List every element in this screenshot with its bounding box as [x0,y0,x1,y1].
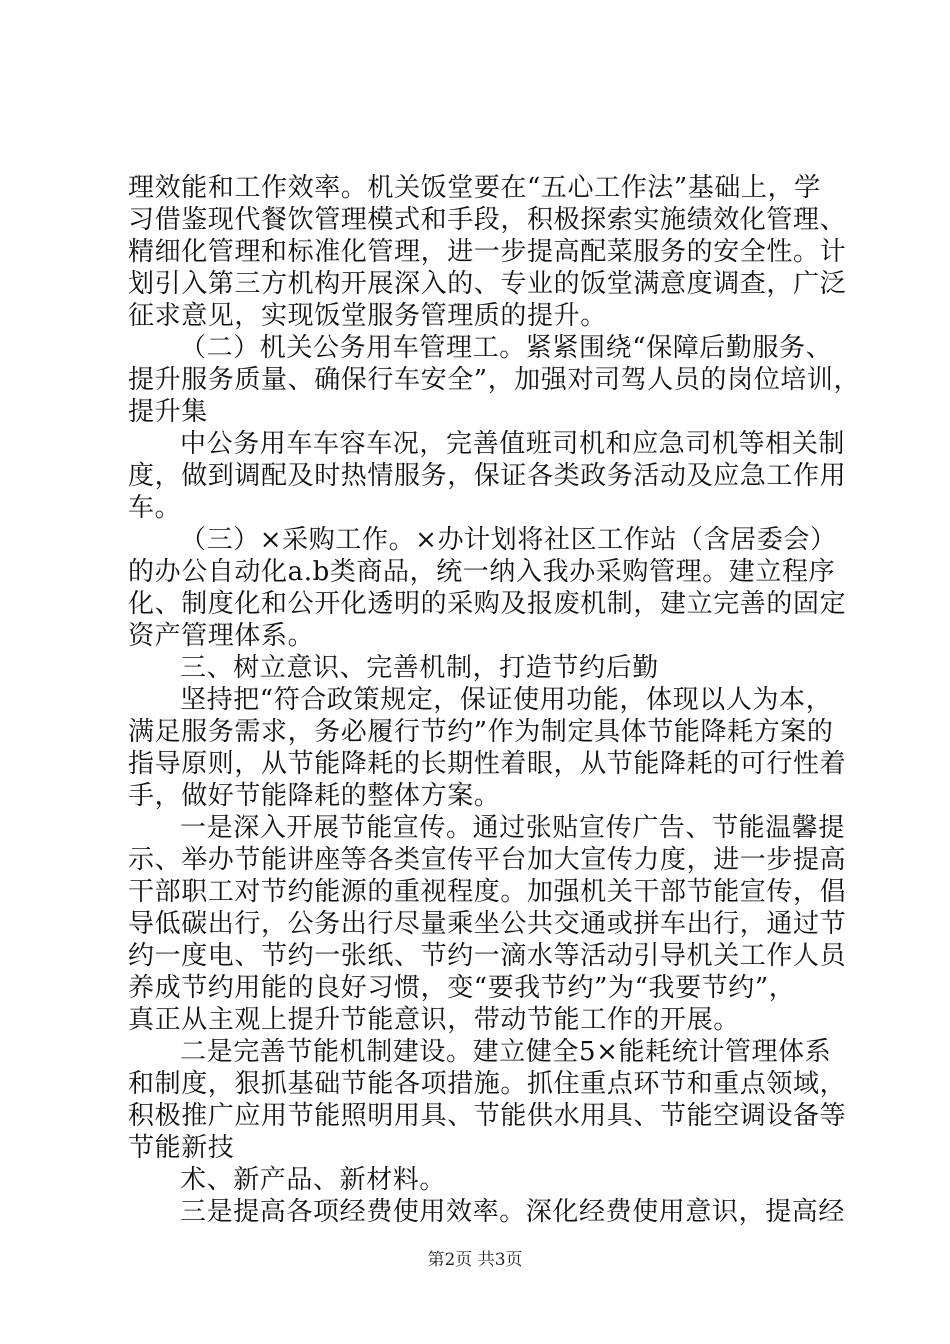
text-line: 约一度电、节约一张纸、节约一滴水等活动引导机关工作人员 [128,941,847,971]
text-line: 度，做到调配及时热情服务，保证各类政务活动及应急工作用 [128,461,847,491]
text-line: 提升服务质量、确保行车安全”，加强对司驾人员的岗位培训， [128,365,861,395]
text-line: 养成节约用能的良好习惯，变“要我节约”为“我要节约”， [128,973,796,1003]
text-line: 和制度，狠抓基础节能各项措施。抓住重点环节和重点领域， [128,1069,847,1099]
text-line: 术、新产品、新材料。 [180,1165,447,1195]
text-line: 干部职工对节约能源的重视程度。加强机关干部节能宣传，倡 [128,877,847,907]
text-line: 手，做好节能降耗的整体方案。 [128,781,501,811]
document-body [128,172,861,1228]
text-line: 导低碳出行，公务出行尽量乘坐公共交通或拼车出行，通过节 [128,909,847,939]
text-line: 习借鉴现代餐饮管理模式和手段，积极探索实施绩效化管理、 [128,205,847,235]
text-line: 真正从主观上提升节能意识，带动节能工作的开展。 [128,1005,740,1035]
page-footer: 第2页 共3页 [427,1250,523,1270]
text-line: 征求意见，实现饭堂服务管理质的提升。 [128,301,607,331]
text-line: 化、制度化和公开化透明的采购及报废机制，建立完善的固定 [128,589,847,619]
text-line: 节能新技 [128,1133,235,1163]
text-line: 中公务用车车容车况，完善值班司机和应急司机等相关制 [180,429,846,459]
text-line: 精细化管理和标准化管理，进一步提高配菜服务的安全性。计 [128,237,847,267]
text-line: 示、举办节能讲座等各类宣传平台加大宣传力度，进一步提高 [128,845,847,875]
text-line: 车。 [128,493,182,523]
text-line: 二是完善节能机制建设。建立健全5×能耗统计管理体系 [180,1037,832,1067]
text-line: 的办公自动化a.b类商品，统一纳入我办采购管理。建立程序 [128,557,836,587]
text-line: （二）机关公务用车管理工。紧紧围绕“保障后勤服务、 [180,333,833,363]
text-line: 提升集 [128,397,208,427]
text-line: 三、树立意识、完善机制，打造节约后勤 [180,653,659,683]
text-line: 满足服务需求，务必履行节约”作为制定具体节能降耗方案的 [128,717,834,747]
text-line: 积极推广应用节能照明用具、节能供水用具、节能空调设备等 [128,1101,847,1131]
text-line: 一是深入开展节能宣传。通过张贴宣传广告、节能温馨提 [180,813,846,843]
text-line: 三是提高各项经费使用效率。深化经费使用意识，提高经 [180,1197,846,1227]
text-line: （三）×采购工作。×办计划将社区工作站（含居委会） [180,525,837,555]
text-line: 理效能和工作效率。机关饭堂要在“五心工作法”基础上，学 [128,173,821,203]
text-line: 指导原则，从节能降耗的长期性着眼，从节能降耗的可行性着 [128,749,847,779]
text-line: 资产管理体系。 [128,621,315,651]
text-line: 坚持把“符合政策规定，保证使用功能，体现以人为本， [180,685,833,715]
text-line: 划引入第三方机构开展深入的、专业的饭堂满意度调查，广泛 [128,269,847,299]
